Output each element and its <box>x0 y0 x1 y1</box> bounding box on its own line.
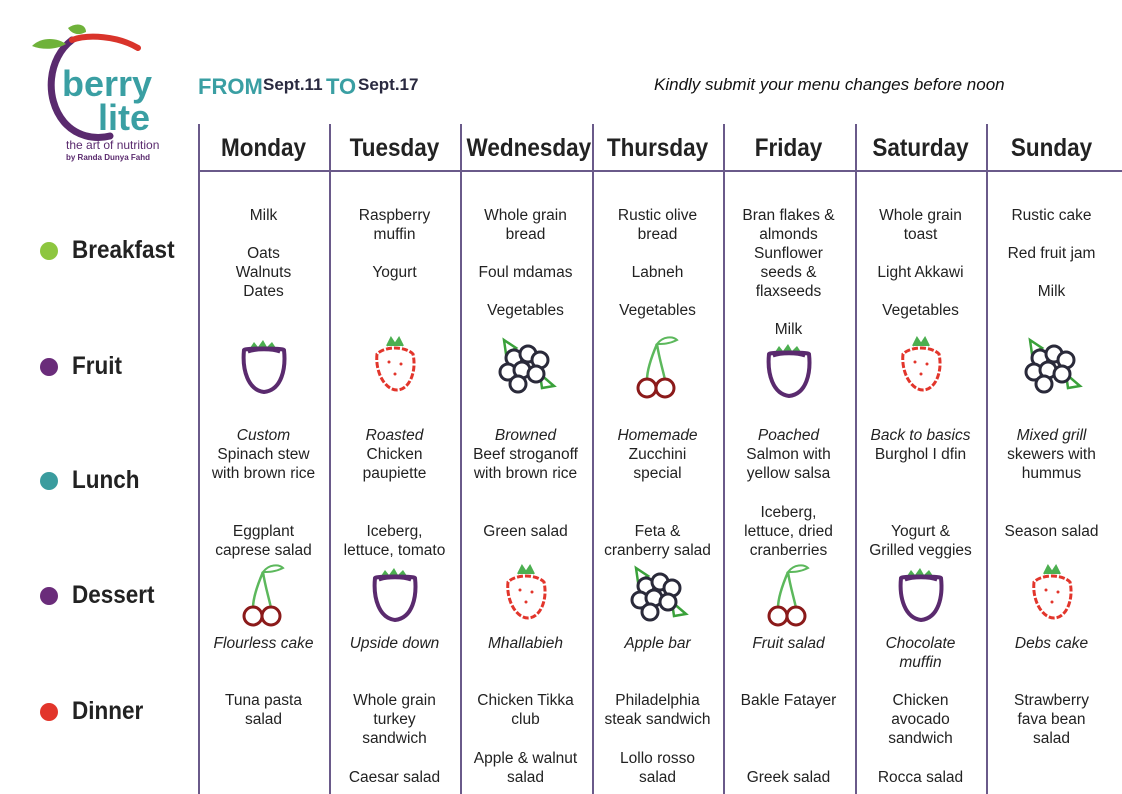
menu-line: salad <box>1032 730 1071 747</box>
meal-label-fruit <box>40 352 128 381</box>
menu-line: Beef stroganoff <box>473 446 578 463</box>
menu-line: salad <box>638 769 677 786</box>
menu-line: Sunflower <box>754 245 823 262</box>
menu-line: yellow salsa <box>746 465 831 482</box>
raspberry-icon <box>1026 562 1078 627</box>
dinner-side-cell <box>592 749 723 787</box>
dinner-side-cell <box>855 768 986 787</box>
lunch-main-cell <box>198 426 329 483</box>
menu-line: avocado <box>891 711 950 728</box>
menu-line: Whole grain <box>484 207 567 224</box>
menu-line: Rustic cake <box>1011 207 1092 224</box>
lunch-main-cell <box>329 426 460 483</box>
breakfast-cell <box>198 206 329 301</box>
day-header-monday: Monday <box>220 134 306 162</box>
menu-line: Milk <box>774 321 803 338</box>
menu-line: seeds & <box>760 264 817 281</box>
logo-tagline: the art of nutrition <box>66 138 160 152</box>
menu-line: Green salad <box>483 523 568 540</box>
raspberry-icon <box>895 334 947 399</box>
menu-line: Bakle Fatayer <box>740 692 837 709</box>
to-date: Sept.17 <box>358 75 419 94</box>
day-header-saturday: Saturday <box>872 134 969 162</box>
fig-icon <box>367 562 423 629</box>
menu-line: muffin <box>373 226 416 243</box>
menu-line: Strawberry <box>1014 692 1089 709</box>
menu-line: Vegetables <box>487 302 564 319</box>
menu-line: Iceberg, <box>760 504 817 521</box>
menu-line: paupiette <box>362 465 427 482</box>
menu-line: sandwich <box>888 730 953 747</box>
menu-line: with brown rice <box>473 465 578 482</box>
menu-line: Raspberry <box>358 207 431 224</box>
grapes-icon <box>494 334 558 403</box>
breakfast-dot-icon <box>40 242 58 260</box>
dinner-main-cell <box>986 691 1117 748</box>
lunch-side-cell <box>723 503 854 560</box>
menu-line: turkey <box>373 711 416 728</box>
menu-line: Whole grain <box>353 692 436 709</box>
menu-line: club <box>511 711 540 728</box>
meal-label-lunch <box>40 466 147 495</box>
breakfast-cell <box>329 206 460 282</box>
menu-line: Browned <box>494 427 557 444</box>
day-header-thursday: Thursday <box>606 134 709 162</box>
menu-line: Lollo rosso <box>620 750 695 767</box>
cherry-icon <box>633 334 683 405</box>
menu-line: Milk <box>249 207 278 224</box>
from-label: FROM <box>198 74 263 99</box>
menu-line: skewers with <box>1007 446 1096 463</box>
menu-line: Dates <box>243 283 284 300</box>
menu-line: Milk <box>1037 283 1066 300</box>
day-header-sunday: Sunday <box>1010 134 1093 162</box>
breakfast-cell <box>986 206 1117 301</box>
menu-line: Chicken <box>892 692 949 709</box>
fig-icon <box>236 334 292 401</box>
logo-word-lite: lite <box>98 97 151 138</box>
fig-icon <box>893 562 949 629</box>
dessert-cell <box>198 634 329 653</box>
meal-label-text: Fruit <box>72 352 122 380</box>
menu-line: Spinach stew <box>217 446 310 463</box>
menu-line: Greek salad <box>746 769 831 786</box>
menu-line: Labneh <box>631 264 684 281</box>
day-header-tuesday: Tuesday <box>349 134 440 162</box>
menu-line: Chicken <box>366 446 423 463</box>
menu-line: Light Akkawi <box>877 264 964 281</box>
menu-line: hummus <box>1021 465 1082 482</box>
menu-line: Apple & walnut <box>473 750 578 767</box>
menu-line: bread <box>637 226 678 243</box>
menu-line: Yogurt & <box>891 523 950 540</box>
menu-line: Caesar salad <box>348 769 441 786</box>
breakfast-cell <box>460 206 591 320</box>
dessert-dot-icon <box>40 587 58 605</box>
dinner-main-cell <box>329 691 460 748</box>
menu-line: Roasted <box>365 427 424 444</box>
header-divider <box>198 170 1122 172</box>
menu-line: Walnuts <box>235 264 292 281</box>
menu-line: steak sandwich <box>604 711 711 728</box>
menu-line: sandwich <box>362 730 427 747</box>
menu-line: Mixed grill <box>1016 427 1087 444</box>
menu-line: Custom <box>236 427 291 444</box>
menu-line: special <box>633 465 682 482</box>
menu-line: Vegetables <box>882 302 959 319</box>
menu-line: Zucchini <box>628 446 687 463</box>
logo-word-berry: berry <box>62 63 153 104</box>
meal-label-breakfast <box>40 236 186 265</box>
menu-line: Burghol I dfin <box>874 446 967 463</box>
menu-line: Fruit salad <box>752 635 825 652</box>
menu-line: caprese salad <box>215 542 312 559</box>
to-label: TO <box>326 74 357 99</box>
menu-line: lettuce, tomato <box>343 542 446 559</box>
dinner-main-cell <box>592 691 723 729</box>
meal-label-text: Dessert <box>72 581 155 609</box>
dinner-main-cell <box>198 691 329 729</box>
meal-label-text: Dinner <box>72 697 144 725</box>
dessert-cell <box>855 634 986 672</box>
menu-line: almonds <box>759 226 818 243</box>
dinner-main-cell <box>855 691 986 748</box>
menu-line: fava bean <box>1017 711 1086 728</box>
meal-label-text: Lunch <box>72 466 140 494</box>
menu-line: Grilled veggies <box>869 542 972 559</box>
lunch-main-cell <box>592 426 723 483</box>
fig-icon <box>761 338 817 405</box>
menu-line: lettuce, dried <box>744 523 833 540</box>
breakfast-cell <box>723 206 854 339</box>
dinner-main-cell <box>723 691 854 710</box>
menu-line: bread <box>505 226 546 243</box>
menu-line: Flourless cake <box>213 635 314 652</box>
lunch-side-cell <box>329 522 460 560</box>
fruit-dot-icon <box>40 358 58 376</box>
dinner-dot-icon <box>40 703 58 721</box>
menu-line: Poached <box>757 427 820 444</box>
lunch-dot-icon <box>40 472 58 490</box>
logo-byline: by Randa Dunya Fahd <box>66 153 151 162</box>
lunch-main-cell <box>460 426 591 483</box>
menu-line: toast <box>903 226 938 243</box>
meal-label-dessert <box>40 581 164 610</box>
menu-line: Mhallabieh <box>488 635 563 652</box>
lunch-main-cell <box>986 426 1117 483</box>
lunch-side-cell <box>460 522 591 541</box>
dinner-side-cell <box>329 768 460 787</box>
dinner-side-cell <box>723 768 854 787</box>
menu-line: salad <box>506 769 545 786</box>
menu-line: Bran flakes & <box>742 207 835 224</box>
day-header-friday: Friday <box>754 134 823 162</box>
menu-line: Whole grain <box>879 207 962 224</box>
dessert-cell <box>986 634 1117 653</box>
menu-line: Upside down <box>349 635 440 652</box>
day-header-wednesday: Wednesday <box>466 134 592 162</box>
menu-line: Rocca salad <box>877 769 964 786</box>
menu-line: Chicken Tikka <box>477 692 574 709</box>
menu-line: Eggplant <box>232 523 295 540</box>
menu-line: Vegetables <box>619 302 696 319</box>
dessert-cell <box>460 634 591 653</box>
submission-note: Kindly submit your menu changes before noon <box>654 75 1005 94</box>
breakfast-cell <box>855 206 986 320</box>
menu-line: Philadelphia <box>615 692 700 709</box>
grapes-icon <box>1020 334 1084 403</box>
menu-line: salad <box>244 711 283 728</box>
menu-line: Season salad <box>1004 523 1099 540</box>
raspberry-icon <box>500 562 552 627</box>
meal-label-dinner <box>40 697 151 726</box>
menu-line: Yogurt <box>372 264 417 281</box>
menu-line: Feta & <box>634 523 681 540</box>
menu-line: Debs cake <box>1014 635 1089 652</box>
lunch-side-cell <box>198 522 329 560</box>
menu-line: Salmon with <box>746 446 831 463</box>
meal-label-text: Breakfast <box>72 236 175 264</box>
lunch-main-cell <box>723 426 854 483</box>
menu-line: Red fruit jam <box>1007 245 1096 262</box>
cherry-icon <box>239 562 289 633</box>
menu-line: Oats <box>247 245 280 262</box>
lunch-side-cell <box>592 522 723 560</box>
menu-line: cranberry salad <box>604 542 711 559</box>
menu-line: Homemade <box>617 427 698 444</box>
menu-line: Tuna pasta <box>225 692 302 709</box>
menu-line: Foul mdamas <box>478 264 573 281</box>
cherry-icon <box>764 562 814 633</box>
grapes-icon <box>626 562 690 631</box>
menu-line: cranberries <box>749 542 828 559</box>
menu-line: with brown rice <box>211 465 316 482</box>
menu-line: flaxseeds <box>755 283 822 300</box>
dessert-cell <box>329 634 460 653</box>
lunch-side-cell <box>855 522 986 560</box>
breakfast-cell <box>592 206 723 320</box>
lunch-main-cell <box>855 426 986 464</box>
dinner-side-cell <box>460 749 591 787</box>
raspberry-icon <box>369 334 421 399</box>
menu-line: Apple bar <box>624 635 691 652</box>
menu-line: Iceberg, <box>366 523 423 540</box>
dessert-cell <box>723 634 854 653</box>
menu-line: Back to basics <box>870 427 971 444</box>
menu-line: Chocolate <box>885 635 956 652</box>
from-date: Sept.11 <box>263 75 323 94</box>
dessert-cell <box>592 634 723 653</box>
dinner-main-cell <box>460 691 591 729</box>
menu-line: Rustic olive <box>617 207 698 224</box>
lunch-side-cell <box>986 522 1117 541</box>
menu-line: muffin <box>899 654 942 671</box>
